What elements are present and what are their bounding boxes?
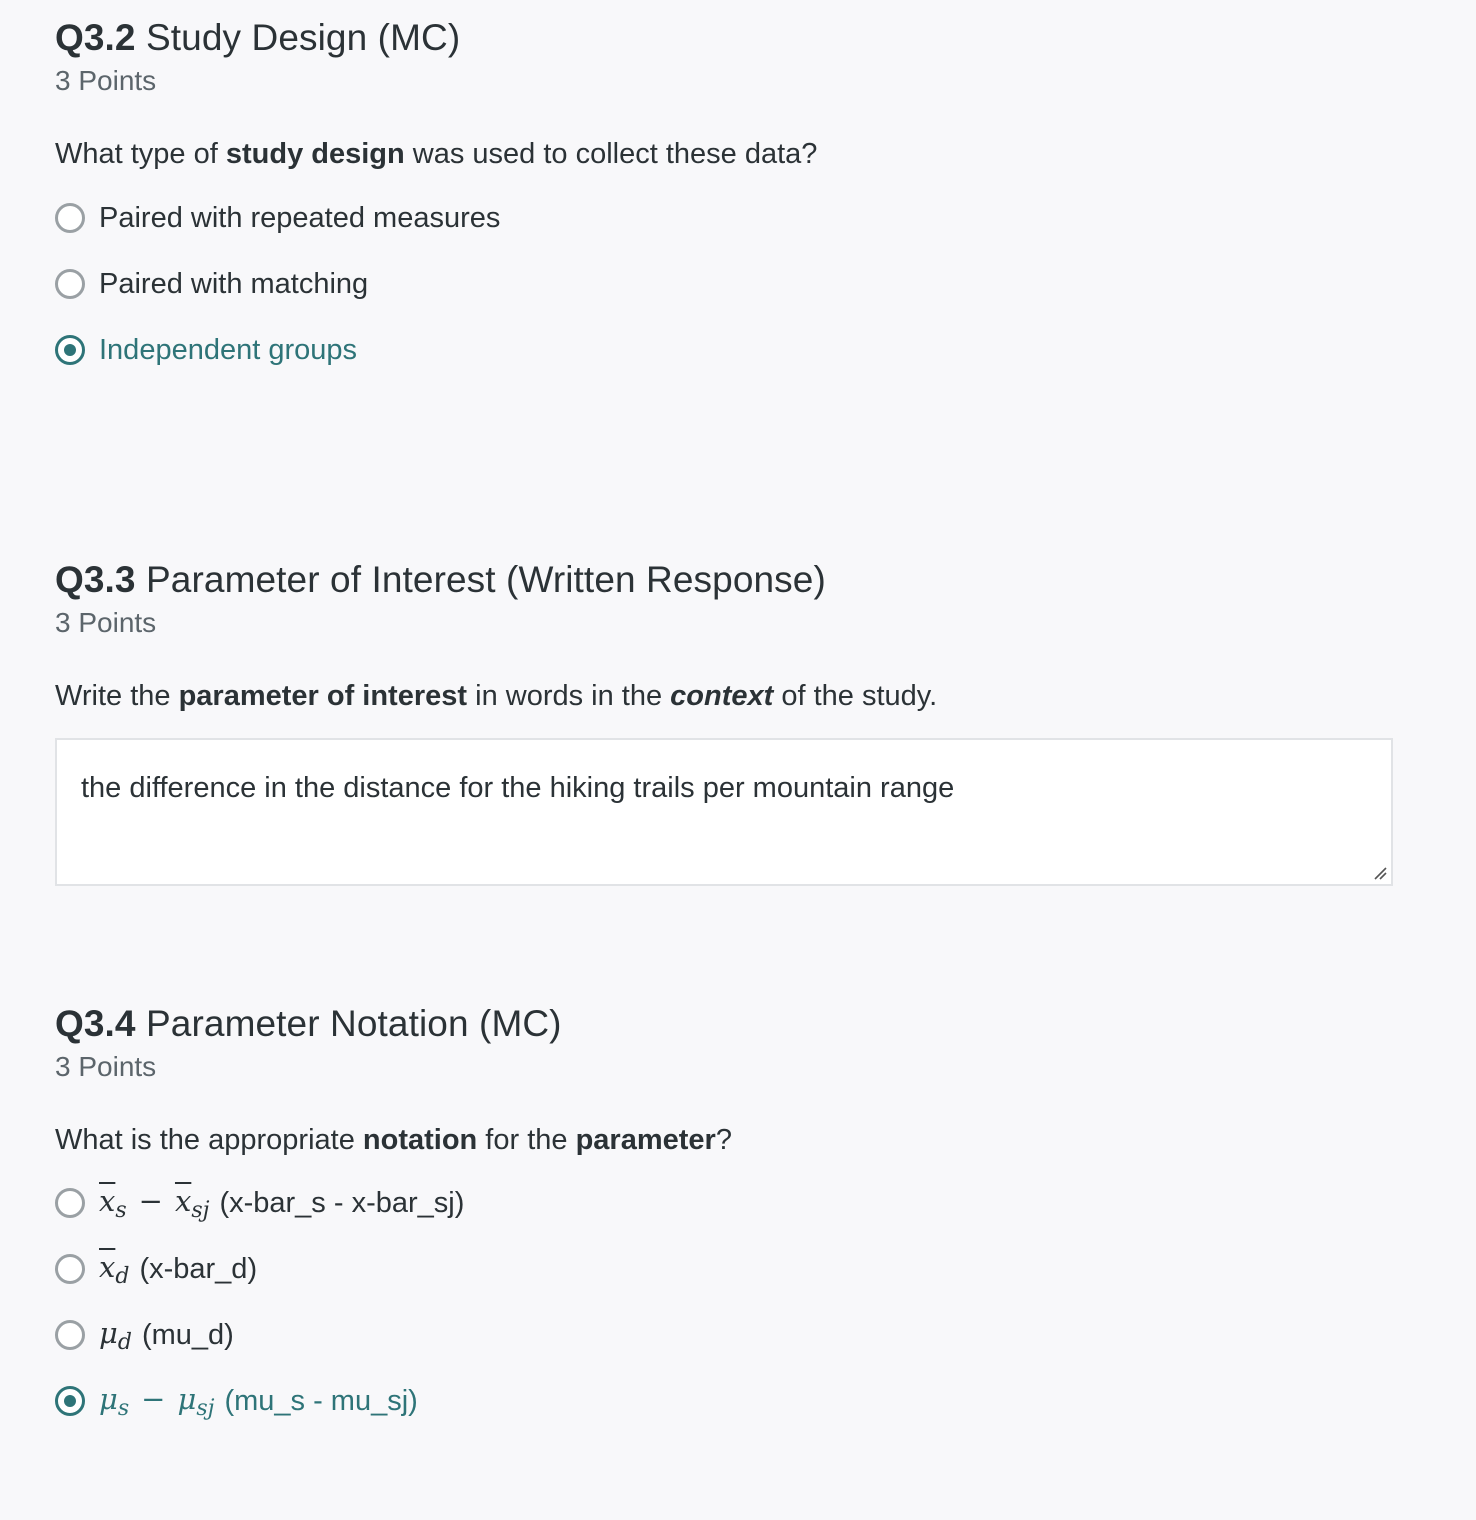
prompt-text: was used to collect these data?: [404, 138, 818, 170]
option-xbar-d[interactable]: [55, 1236, 732, 1302]
question-name: Study Design (MC): [146, 17, 461, 58]
question-prompt: [55, 678, 937, 714]
prompt-text: What type of: [55, 138, 226, 170]
written-response-textarea[interactable]: [55, 738, 1393, 886]
option-label: Independent groups: [99, 333, 357, 366]
question-points: 3 Points: [55, 65, 157, 96]
option-label: (mu_d): [141, 1318, 234, 1351]
question-number: Q3.2: [55, 17, 136, 58]
question-number: Q3.3: [55, 559, 136, 600]
prompt-emphasis: notation: [362, 1124, 478, 1156]
question-3-4: [55, 1002, 732, 1434]
option-paired-repeated-measures[interactable]: [55, 185, 817, 251]
math-notation: $\overline{x}_d$: [99, 1249, 130, 1289]
answer-options: [55, 1170, 732, 1434]
question-3-3: [55, 558, 937, 714]
radio-button[interactable]: [55, 1320, 85, 1350]
option-xbar-s-minus-xbar-sj[interactable]: [55, 1170, 732, 1236]
radio-button-selected[interactable]: [55, 335, 85, 365]
prompt-emphasis: study design: [225, 138, 405, 170]
prompt-emphasis: parameter: [575, 1124, 716, 1156]
math-notation: $\overline{x}_s - \overline{x}_{sj}$: [99, 1183, 210, 1223]
option-mu-d[interactable]: [55, 1302, 732, 1368]
question-3-2: [55, 16, 817, 383]
response-text: the difference in the distance for the hiking trails per mountain range: [81, 772, 955, 804]
question-name: Parameter Notation (MC): [146, 1003, 562, 1044]
prompt-emphasis-italic: context: [670, 680, 774, 712]
question-prompt: [55, 136, 817, 172]
question-title: [55, 1002, 732, 1046]
prompt-emphasis: parameter of interest: [178, 680, 468, 712]
question-points: 3 Points: [55, 607, 157, 638]
question-number: Q3.4: [55, 1003, 136, 1044]
question-title: [55, 558, 937, 602]
option-label: (x-bar_d): [139, 1252, 258, 1285]
question-points: 3 Points: [55, 1051, 157, 1082]
option-independent-groups[interactable]: [55, 317, 817, 383]
math-notation: $\mu_d$: [99, 1315, 132, 1355]
question-title: [55, 16, 817, 60]
resize-handle-icon[interactable]: [1373, 866, 1387, 880]
math-notation: $\mu_s - \mu_{sj}$: [99, 1381, 215, 1421]
question-prompt: [55, 1122, 732, 1158]
prompt-text: ?: [715, 1124, 732, 1156]
radio-button[interactable]: [55, 1254, 85, 1284]
option-label: Paired with repeated measures: [99, 201, 501, 234]
prompt-text: What is the appropriate: [55, 1124, 363, 1156]
prompt-text: Write the: [55, 680, 179, 712]
answer-options: [55, 185, 817, 383]
option-label: (mu_s - mu_sj): [224, 1384, 418, 1417]
radio-button[interactable]: [55, 1188, 85, 1218]
option-label: Paired with matching: [99, 267, 369, 300]
radio-button-selected[interactable]: [55, 1386, 85, 1416]
prompt-text: of the study.: [773, 680, 938, 712]
option-paired-matching[interactable]: [55, 251, 817, 317]
question-name: Parameter of Interest (Written Response): [146, 559, 826, 600]
prompt-text: for the: [477, 1124, 576, 1156]
prompt-text: in words in the: [467, 680, 671, 712]
option-mu-s-minus-mu-sj[interactable]: [55, 1368, 732, 1434]
option-label: (x-bar_s - x-bar_sj): [219, 1186, 465, 1219]
radio-button[interactable]: [55, 203, 85, 233]
radio-button[interactable]: [55, 269, 85, 299]
